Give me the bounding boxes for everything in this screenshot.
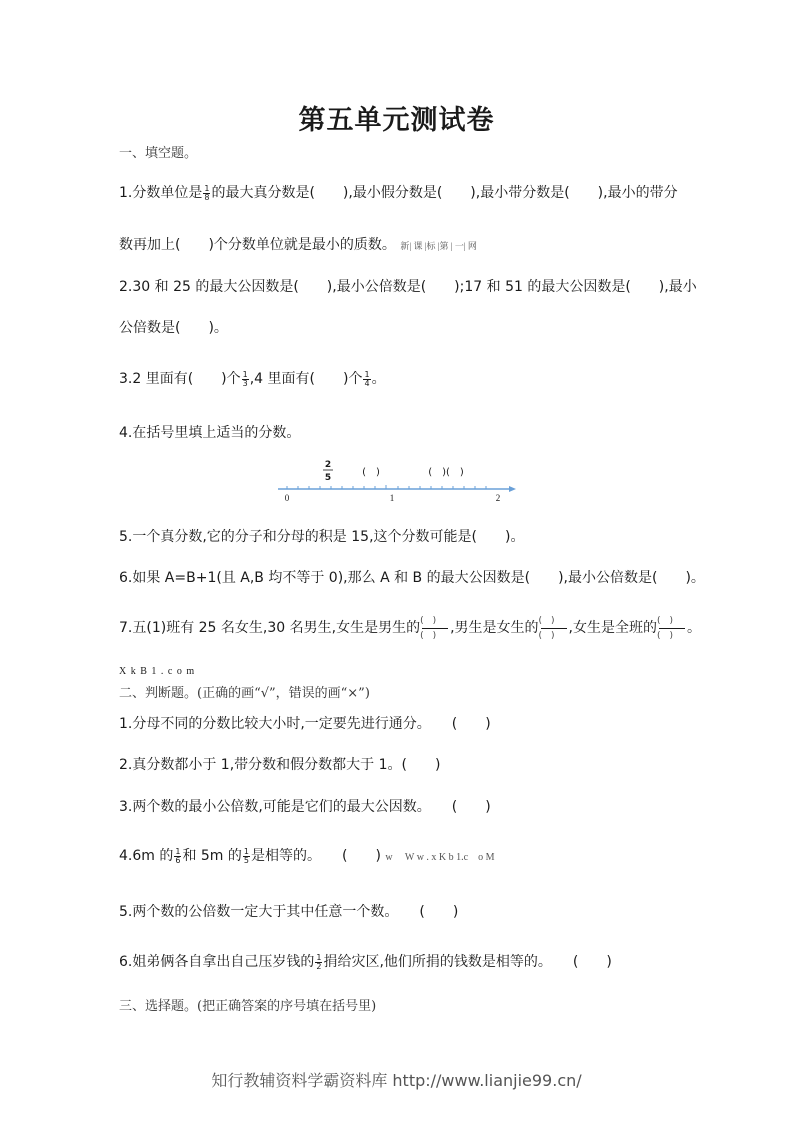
blank-num: ( ) — [420, 616, 437, 626]
question-5: 5.一个真分数,它的分子和分母的积是 15,这个分数可能是( )。 — [119, 529, 525, 545]
fraction-one-eighth — [203, 185, 210, 202]
judge-2: 2.真分数都小于 1,带分数和假分数都大于 1。( ) — [119, 757, 441, 773]
frac-num: 1 — [242, 369, 248, 379]
frac-num: 1 — [243, 846, 249, 856]
blank-fraction-1 — [420, 617, 450, 639]
blank-fraction-2 — [539, 617, 569, 639]
blank-den: ( ) — [420, 631, 437, 641]
fraction-one-sixth — [174, 848, 181, 865]
footer-watermark: 知行教辅资料学霸资料库 http://www.lianjie99.cn/ — [211, 1071, 582, 1090]
frac-num: 1 — [175, 846, 181, 856]
question-2-line-1: 2.30 和 25 的最大公因数是( ),最小公倍数是( );17 和 51 的最大公因数是( ),最小 — [119, 279, 697, 295]
j6-text-b: 捐给灾区,他们所捐的钱数是相等的。 ( ) — [323, 954, 612, 970]
watermark-xkb1: X k B 1 . c o m — [119, 666, 196, 677]
fraction-one-third — [242, 371, 249, 388]
page-title: 第五单元测试卷 — [298, 105, 495, 136]
frac-den: 8 — [204, 192, 210, 202]
frac-den: 6 — [175, 855, 181, 865]
q1-text-b: 的最大真分数是( ),最小假分数是( ),最小带分数是( ),最小的带分 — [211, 185, 678, 201]
fraction-label-den: 5 — [324, 473, 332, 483]
tick-label-1: 1 — [389, 493, 395, 503]
j4-text-c: 是相等的。 ( ) — [251, 848, 381, 864]
section-heading-true-false: 二、判断题。(正确的画“√”，错误的画“×”) — [119, 686, 370, 701]
judge-5: 5.两个数的公倍数一定大于其中任意一个数。 ( ) — [119, 904, 459, 920]
frac-den: 5 — [243, 855, 249, 865]
q3-text-a: 3.2 里面有( )个 — [119, 371, 241, 387]
q7-text-d: 。 — [686, 620, 701, 636]
q1-text-a: 1.分数单位是 — [119, 185, 203, 201]
frac-den: 4 — [364, 378, 370, 388]
frac-num: 1 — [204, 183, 210, 193]
question-6: 6.如果 A=B+1(且 A,B 均不等于 0),那么 A 和 B 的最大公因数是( ),最小公倍数是( )。 — [119, 570, 705, 586]
q7-text-c: ,女生是全班的 — [568, 620, 657, 636]
fraction-one-fifth — [243, 848, 250, 865]
judge-4 — [119, 845, 494, 865]
j4-text-b: 和 5m 的 — [182, 848, 242, 864]
blank-den: ( ) — [656, 631, 674, 641]
section-heading-fill-in: 一、填空题。 — [119, 146, 198, 161]
q7-text-b: ,男生是女生的 — [450, 620, 539, 636]
question-7 — [119, 617, 701, 639]
fraction-one-half — [315, 954, 322, 971]
question-3 — [119, 368, 386, 388]
q7-text-a: 7.五(1)班有 25 名女生,30 名男生,女生是男生的 — [119, 620, 421, 636]
number-line-arrow — [509, 486, 516, 492]
question-1-line-1 — [119, 182, 678, 202]
fraction-label-num: 2 — [324, 460, 332, 470]
number-line-blank-2: ( )( ) — [428, 467, 464, 478]
judge-6 — [119, 951, 612, 971]
blank-den: ( ) — [538, 631, 555, 641]
q3-text-b: ,4 里面有( )个 — [249, 371, 363, 387]
fraction-one-fourth — [363, 371, 370, 388]
section-heading-multiple-choice: 三、选择题。(把正确答案的序号填在括号里) — [119, 999, 377, 1014]
question-4: 4.在括号里填上适当的分数。 — [119, 425, 301, 441]
question-1-line-2 — [119, 234, 477, 254]
frac-den: 2 — [316, 961, 322, 971]
tick-label-2: 2 — [495, 493, 501, 503]
q1-text-c: 数再加上( )个分数单位就是最小的质数。 — [119, 237, 396, 253]
frac-num: 1 — [316, 952, 322, 962]
tick-label-0: 0 — [284, 493, 290, 503]
number-line-blank-1: ( ) — [362, 467, 380, 478]
watermark-xkb1-2: w W w . x K b 1.c o M — [385, 852, 495, 863]
blank-fraction-3 — [657, 617, 687, 639]
blank-num: ( ) — [538, 616, 555, 626]
blank-num: ( ) — [656, 616, 674, 626]
frac-num: 1 — [364, 369, 370, 379]
watermark-xinkebiao: 新| 课 |标 |第 | 一| 网 — [400, 241, 477, 251]
number-line-figure — [270, 456, 530, 506]
j4-text-a: 4.6m 的 — [119, 848, 174, 864]
judge-3: 3.两个数的最小公倍数,可能是它们的最大公因数。 ( ) — [119, 799, 491, 815]
j6-text-a: 6.姐弟俩各自拿出自己压岁钱的 — [119, 954, 315, 970]
q3-text-c: 。 — [371, 371, 386, 387]
question-2-line-2: 公倍数是( )。 — [119, 320, 228, 336]
judge-1: 1.分母不同的分数比较大小时,一定要先进行通分。 ( ) — [119, 716, 491, 732]
frac-den: 3 — [242, 378, 248, 388]
